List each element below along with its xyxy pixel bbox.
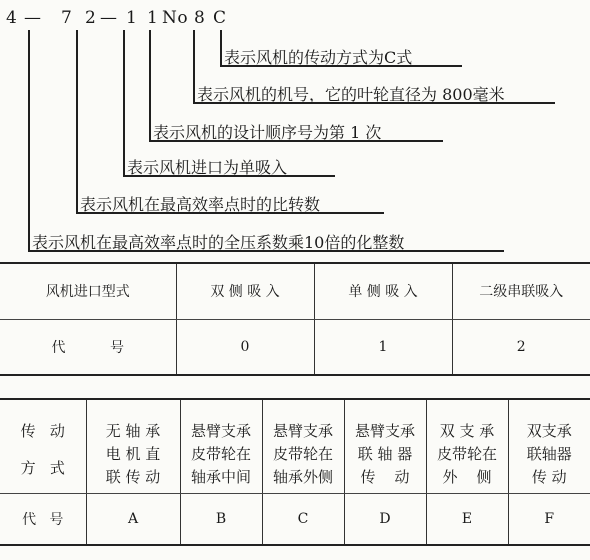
code-inlet: 1 [126, 8, 138, 28]
code-dash: — [24, 8, 42, 28]
callout-line [193, 30, 195, 103]
cell-line: 传 动 [531, 468, 567, 486]
drive-col-e [426, 399, 508, 493]
drive-code-d: D [344, 493, 426, 545]
drive-code-f: F [544, 510, 555, 527]
callout-line [149, 30, 151, 141]
drive-code-e: E [426, 493, 508, 545]
callout-line [220, 30, 222, 66]
drive-code-c: C [262, 493, 344, 545]
desc-specific-speed: 表示风机在最高效率点时的比转数 [80, 195, 321, 214]
code-design-seq: 1 [147, 8, 159, 28]
code-drive: C [213, 8, 227, 28]
cell-line: 皮带轮在 [272, 445, 333, 463]
cell-line: 无 轴 承 [105, 422, 161, 440]
callout-line [123, 30, 125, 176]
code-specific-speed: 2 [85, 8, 97, 28]
drive-col-c [262, 399, 344, 493]
code-pressure: 7 [61, 8, 73, 28]
cell-line: 电 机 直 [105, 445, 161, 463]
callout-line [76, 30, 78, 213]
code-series: 4 [6, 8, 18, 28]
cell-line: 外 侧 [442, 468, 492, 486]
cell-line: 联轴器 [526, 445, 572, 463]
cell-line: 传 动 [360, 468, 410, 486]
drive-col-a [86, 399, 180, 493]
inlet-code-label: 代 号 [0, 319, 176, 375]
drive-header-line1: 传 动 [20, 422, 65, 440]
drive-code-b: B [180, 493, 262, 545]
cell-line: 轴承中间 [190, 468, 251, 486]
cell-line: 皮带轮在 [190, 445, 251, 463]
cell-line: 双 支 承 [439, 422, 495, 440]
drive-col-d [344, 399, 426, 493]
desc-machine-no: 表示风机的机号，它的叶轮直径为 800毫米 [197, 85, 505, 104]
cell-line: 联 传 动 [105, 468, 161, 486]
inlet-code-0: 0 [176, 319, 314, 375]
desc-inlet: 表示风机进口为单吸入 [127, 158, 288, 177]
desc-pressure-coef: 表示风机在最高效率点时的全压系数乘10倍的化整数 [32, 233, 405, 252]
table-row [0, 319, 590, 375]
drive-code-a: A [86, 493, 180, 545]
inlet-type-table [0, 262, 590, 376]
cell-line: 双支承 [526, 422, 572, 440]
inlet-code-2: 2 [516, 338, 526, 355]
drive-code-label: 代 号 [0, 493, 86, 545]
cell-line: 轴承外侧 [272, 468, 333, 486]
inlet-header: 风机进口型式 [0, 263, 176, 319]
table-row [0, 493, 590, 545]
cell-line: 联 轴 器 [357, 445, 413, 463]
desc-design-seq: 表示风机的设计顺序号为第 1 次 [153, 123, 382, 142]
table-row [0, 263, 590, 319]
table-row [0, 399, 590, 493]
code-dash: — [100, 8, 118, 28]
drive-col-f [508, 399, 590, 493]
inlet-col-two-stage: 二级串联吸入 [452, 263, 590, 319]
desc-drive-type: 表示风机的传动方式为C式 [224, 48, 413, 67]
code-machine-no: No 8 [162, 8, 206, 28]
drive-type-table [0, 398, 590, 546]
cell-line: 悬臂支承 [272, 422, 333, 440]
inlet-col-double: 双 侧 吸 入 [176, 263, 314, 319]
inlet-code-1: 1 [314, 319, 452, 375]
cell-line: 皮带轮在 [436, 445, 497, 463]
callout-line [28, 30, 30, 251]
drive-header [0, 399, 86, 493]
inlet-col-single: 单 侧 吸 入 [314, 263, 452, 319]
drive-header-line2: 方 式 [20, 459, 65, 477]
cell-line: 悬臂支承 [190, 422, 251, 440]
cell-line: 悬臂支承 [354, 422, 415, 440]
drive-col-b [180, 399, 262, 493]
